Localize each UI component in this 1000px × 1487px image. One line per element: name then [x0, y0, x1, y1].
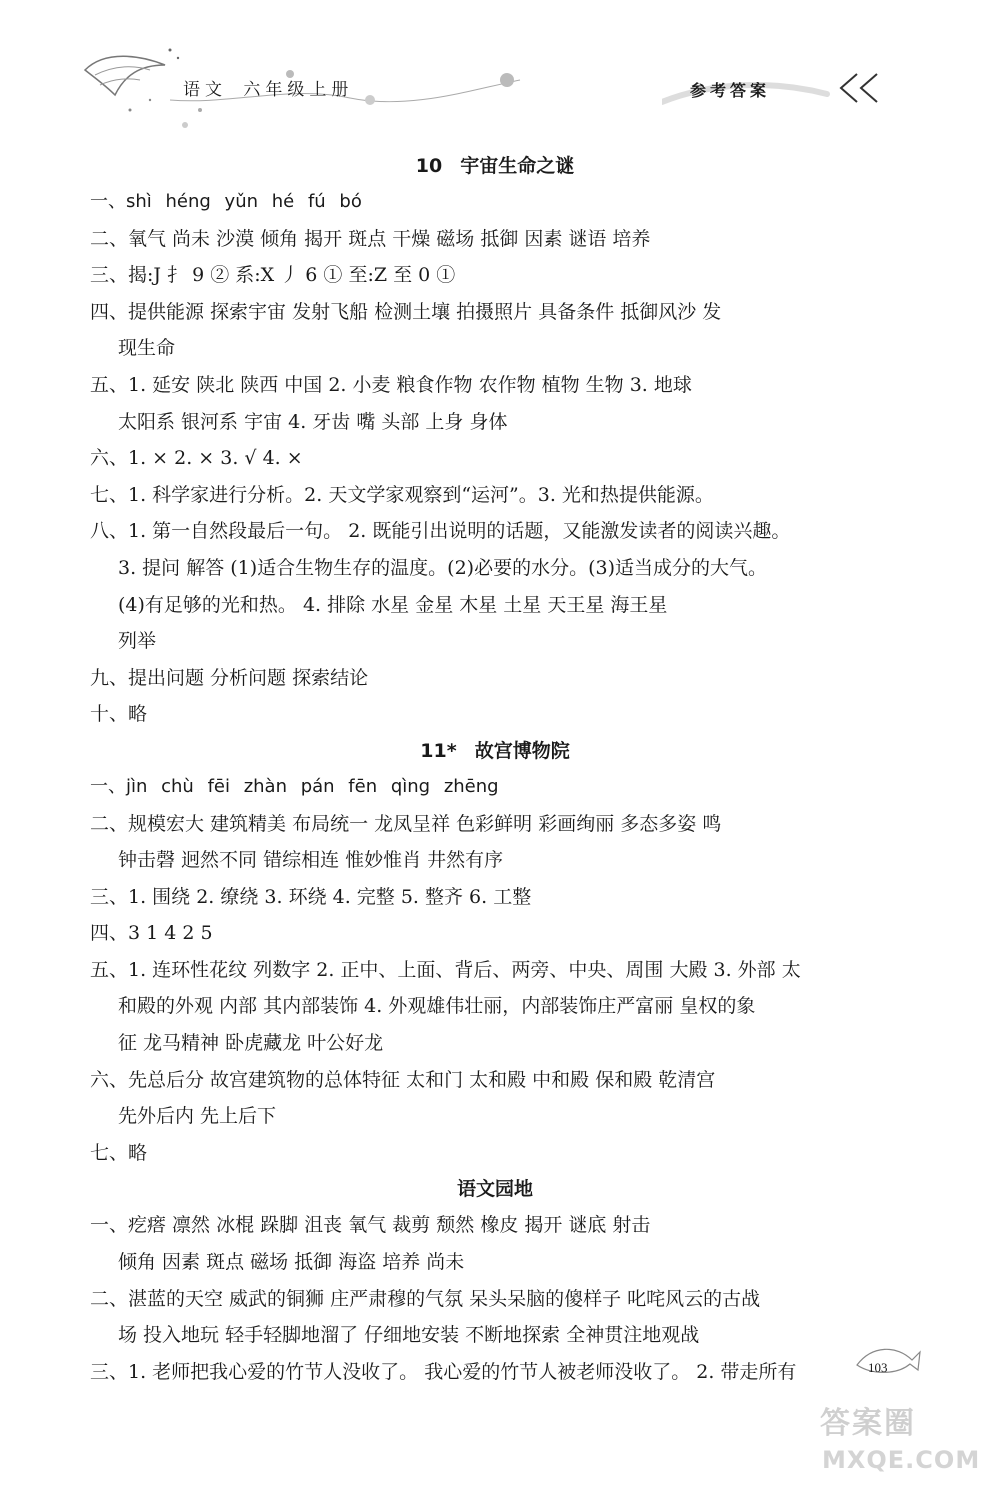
answer-line: 二、规模宏大 建筑精美 布局统一 龙凤呈祥 色彩鲜明 彩画绚丽 多态多姿 鸣 — [90, 812, 722, 835]
answer-line: 倾角 因素 斑点 磁场 抵御 海盗 培养 尚未 — [118, 1251, 465, 1274]
answer-line: 列举 — [118, 630, 157, 653]
section-title — [90, 733, 900, 769]
answer-key-label: 参考答案 — [690, 81, 771, 100]
answer-line: 征 龙马精神 卧虎藏龙 叶公好龙 — [118, 1032, 384, 1055]
answer-line: 五、1. 连环性花纹 列数字 2. 正中、上面、背后、两旁、中央、周围 大殿 3. 外部 太 — [90, 958, 801, 981]
answer-line: 现生命 — [118, 337, 176, 360]
section-title — [90, 1171, 900, 1207]
section-number: 11* — [420, 739, 457, 762]
section-number: 10 — [415, 155, 443, 177]
answer-line: 三、揭:J 扌 9 ② 系:X 丿 6 ① 至:Z 至 0 ① — [90, 264, 456, 287]
answer-line: 钟击磬 迥然不同 错综相连 惟妙惟肖 井然有序 — [118, 849, 504, 872]
answer-line: 一、shì héng yǔn hé fú bó — [90, 191, 362, 212]
answer-line: 五、1. 延安 陕北 陕西 中国 2. 小麦 粮食作物 农作物 植物 生物 3. 地球 — [90, 373, 692, 396]
page-header — [0, 0, 1000, 140]
answer-line: 六、先总后分 故宫建筑物的总体特征 太和门 太和殿 中和殿 保和殿 乾清宫 — [90, 1068, 716, 1091]
answer-line: 一、jìn chù fēi zhàn pán fēn qìng zhēng — [90, 775, 499, 797]
answer-line: 七、1. 科学家进行分析。2. 天文学家观察到“运河”。3. 光和热提供能源。 — [90, 483, 714, 506]
book-subject-grade: 语文 六年级上册 — [183, 80, 354, 100]
section-title — [90, 148, 900, 184]
answer-line: 三、1. 老师把我心爱的竹节人没收了。 我心爱的竹节人被老师没收了。 2. 带走所有 — [90, 1360, 797, 1383]
answer-line: 三、1. 围绕 2. 缭绕 3. 环绕 4. 完整 5. 整齐 6. 工整 — [90, 885, 532, 908]
answer-line: 四、提供能源 探索宇宙 发射飞船 检测土壤 拍摄照片 具备条件 抵御风沙 发 — [90, 300, 722, 323]
answer-line: 场 投入地玩 轻手轻脚地溜了 仔细地安装 不断地探索 全神贯注地观战 — [118, 1324, 700, 1347]
section-title-text: 宇宙生命之谜 — [460, 155, 575, 177]
section-title-text: 故宫博物院 — [474, 739, 570, 762]
page-number: 103 — [868, 1360, 888, 1375]
answer-line: 六、1. × 2. × 3. √ 4. × — [90, 447, 303, 470]
answer-line: 先外后内 先上后下 — [118, 1105, 277, 1128]
answer-line: 一、疙瘩 凛然 冰棍 跺脚 沮丧 氧气 裁剪 颓然 橡皮 揭开 谜底 射击 — [90, 1214, 651, 1237]
section-title-text: 语文园地 — [456, 1178, 533, 1201]
answer-line: 八、1. 第一自然段最后一句。 2. 既能引出说明的话题，又能激发读者的阅读兴趣。 — [90, 520, 791, 543]
answer-line: 3. 提问 解答 (1)适合生物生存的温度。(2)必要的水分。(3)适当成分的大气。 — [118, 556, 767, 579]
watermark-url-text: MXQE.COM — [822, 1446, 981, 1474]
answer-line: 十、略 — [90, 703, 148, 726]
double-chevron-left-icon — [835, 70, 885, 106]
answer-line: 和殿的外观 内部 其内部装饰 4. 外观雄伟壮丽，内部装饰庄严富丽 皇权的象 — [118, 995, 756, 1018]
answer-line: 二、湛蓝的天空 威武的铜狮 庄严肃穆的气氛 呆头呆脑的傻样子 叱咤风云的古战 — [90, 1287, 761, 1310]
watermark-logo-text: 答案圈 — [820, 1406, 916, 1441]
answer-line: 四、3 1 4 2 5 — [90, 922, 213, 945]
answer-line: 九、提出问题 分析问题 探索结论 — [90, 666, 369, 689]
answer-line: 二、氧气 尚未 沙漠 倾角 揭开 斑点 干燥 磁场 抵御 因素 谜语 培养 — [90, 227, 651, 250]
answer-content — [90, 148, 900, 1390]
answer-line: 太阳系 银河系 宇宙 4. 牙齿 嘴 头部 上身 身体 — [118, 410, 508, 433]
answer-line: 七、略 — [90, 1141, 148, 1164]
angel-wing-decoration-icon — [70, 40, 180, 130]
answer-line: (4)有足够的光和热。 4. 排除 水星 金星 木星 土星 天王星 海王星 — [118, 593, 668, 616]
